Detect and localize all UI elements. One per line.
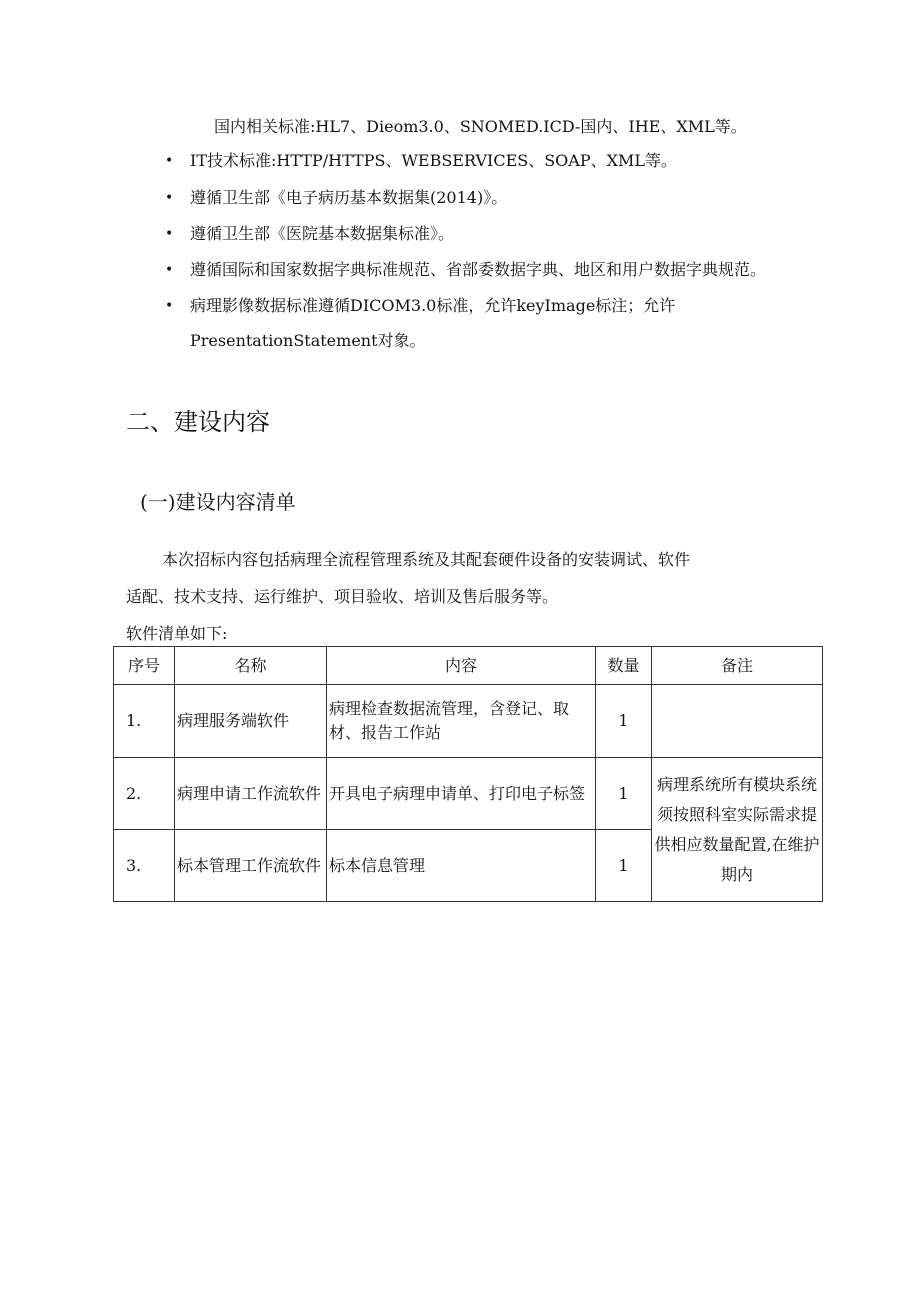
table-row [114, 685, 823, 758]
bullet-dicom-continuation: PresentationStatement对象。 [190, 331, 426, 350]
row-content: 病理检查数据流管理，含登记、取材、报告工作站 [327, 685, 596, 758]
row-content: 开具电子病理申请单、打印电子标签 [327, 758, 596, 830]
bullet-it-standards: IT技术标准:HTTP/HTTPS、WEBSERVICES、SOAP、XML等。 [190, 151, 678, 170]
row-remarks-empty [652, 685, 823, 758]
header-quantity: 数量 [596, 647, 652, 685]
bullet-data-dictionary: 遵循国际和国家数据字典标准规范、省部委数据字典、地区和用户数据字典规范。 [190, 260, 767, 279]
paragraph-line-2: 适配、技术支持、运行维护、项目验收、培训及售后服务等。 [126, 587, 559, 606]
row-number: 3. [114, 830, 175, 902]
bullet-hospital-dataset: 遵循卫生部《医院基本数据集标准》。 [190, 224, 455, 243]
row-quantity: 1 [596, 758, 652, 830]
domestic-standards-line: 国内相关标准:HL7、Dieom3.0、SNOMED.ICD-国内、IHE、XML等。 [214, 117, 747, 136]
bullet-dicom-standard: 病理影像数据标准遵循DICOM3.0标准，允许keyImage标注；允许 [190, 296, 676, 315]
row-name: 病理申请工作流软件 [175, 758, 327, 830]
bullet-marker: • [165, 262, 174, 278]
paragraph-line-1: 本次招标内容包括病理全流程管理系统及其配套硬件设备的安装调试、软件 [162, 550, 691, 569]
header-name: 名称 [175, 647, 327, 685]
software-list-intro: 软件清单如下: [126, 624, 228, 643]
row-name: 标本管理工作流软件 [175, 830, 327, 902]
row-quantity: 1 [596, 685, 652, 758]
subsection-heading: (一)建设内容清单 [140, 490, 296, 514]
header-content: 内容 [327, 647, 596, 685]
table-header-row [114, 647, 823, 685]
section-heading: 二、建设内容 [126, 408, 270, 436]
row-name: 病理服务端软件 [175, 685, 327, 758]
table-row [114, 758, 823, 830]
bullet-marker: • [165, 190, 174, 206]
row-quantity: 1 [596, 830, 652, 902]
bullet-marker: • [165, 298, 174, 314]
row-remarks-merged: 病理系统所有模块系统须按照科室实际需求提供相应数量配置,在维护期内 [652, 758, 823, 902]
software-list-table [113, 646, 823, 902]
bullet-marker: • [165, 226, 174, 242]
row-number: 1. [114, 685, 175, 758]
row-number: 2. [114, 758, 175, 830]
header-number: 序号 [114, 647, 175, 685]
bullet-emr-dataset: 遵循卫生部《电子病历基本数据集(2014)》。 [190, 188, 508, 207]
bullet-marker: • [165, 153, 174, 169]
header-remarks: 备注 [652, 647, 823, 685]
row-content: 标本信息管理 [327, 830, 596, 902]
